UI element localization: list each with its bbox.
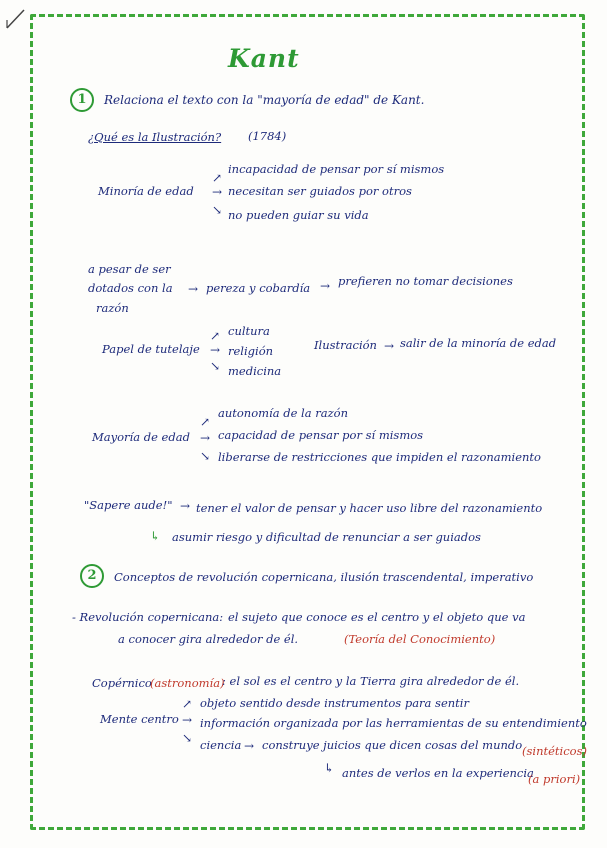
arrow-down-icon: ↘	[182, 731, 193, 745]
apriori-text: antes de verlos en la experiencia	[342, 766, 534, 780]
corner-fold-icon	[4, 6, 30, 32]
mente-item-1: objeto sentido desde instrumentos para sentir	[200, 696, 469, 710]
arrow-up-icon: ↗	[212, 171, 223, 185]
arrow-up-icon: ↗	[182, 697, 193, 711]
copernico-text: : el sol es el centro y la Tierra gira alrededor de él.	[222, 674, 520, 688]
arrow-right-icon: →	[212, 185, 223, 199]
mayoria-label: Mayoría de edad	[92, 430, 190, 444]
revolucion-note: (Teoría del Conocimiento)	[344, 632, 496, 646]
section-1-heading: Relaciona el texto con la "mayoría de edad" de Kant.	[104, 93, 425, 107]
ciencia-note: (sintéticos)	[522, 744, 587, 758]
arrow-right-icon: →	[320, 279, 331, 293]
arrow-right-icon: →	[384, 339, 395, 353]
question-heading: ¿Qué es la Ilustración?	[88, 130, 222, 144]
revolucion-text-2: a conocer gira alrededor de él.	[118, 632, 299, 646]
arrow-right-icon: →	[182, 713, 193, 727]
section-2-heading: Conceptos de revolución copernicana, ilusión trascendental, imperativo	[114, 570, 534, 584]
arrow-right-icon: →	[200, 431, 211, 445]
arrow-down-icon: ↘	[212, 203, 223, 217]
ilustracion-label: Ilustración	[314, 338, 377, 352]
mayoria-item-2: capacidad de pensar por sí mismos	[218, 428, 424, 442]
minoria-item-3: no pueden guiar su vida	[228, 208, 369, 222]
sapere-label: "Sapere aude!"	[84, 498, 173, 512]
mente-item-3: ciencia	[200, 738, 242, 752]
arrow-up-icon: ↗	[200, 415, 211, 429]
sapere-text: tener el valor de pensar y hacer uso libre del razonamiento	[196, 501, 543, 515]
question-year: (1784)	[248, 129, 287, 143]
ciencia-text: construye juicios que dicen cosas del mundo	[262, 738, 523, 752]
minoria-label: Minoría de edad	[98, 184, 194, 198]
arrow-down-icon: ↘	[200, 449, 211, 463]
mente-item-2: información organizada por las herramientas de su entendimiento	[200, 716, 587, 730]
arrow-bent-icon: ↳	[324, 761, 335, 775]
revolucion-label-text: Revolución copernicana:	[79, 610, 224, 624]
sapere-consequence: asumir riesgo y dificultad de renunciar a ser guiados	[172, 530, 481, 544]
copernico-label: Copérnico	[92, 676, 152, 690]
arrow-right-icon: →	[244, 739, 255, 753]
arrow-down-icon: ↘	[210, 359, 221, 373]
arrow-right-icon: →	[210, 343, 221, 357]
revolucion-label: - Revolución copernicana:	[72, 610, 224, 624]
section-2-number: 2	[80, 564, 104, 588]
apriori-note: (a priori)	[528, 772, 581, 786]
copernico-note: (astronomía)	[150, 676, 225, 690]
minoria-item-1: incapacidad de pensar por sí mismos	[228, 162, 445, 176]
mente-label: Mente centro	[100, 712, 179, 726]
arrow-right-icon: →	[180, 499, 191, 513]
minoria-item-2: necesitan ser guiados por otros	[228, 184, 412, 198]
mayoria-item-1: autonomía de la razón	[218, 406, 348, 420]
arrow-up-icon: ↗	[210, 329, 221, 343]
arrow-right-icon: →	[188, 282, 199, 296]
page-title: Kant	[228, 44, 300, 73]
causas-arrow-1: pereza y cobardía	[206, 281, 311, 295]
section-1-number: 1	[70, 88, 94, 112]
arrow-bent-icon: ↳	[150, 529, 161, 543]
causas-line-1: a pesar de ser	[88, 262, 171, 276]
tutelaje-item-1: cultura	[228, 324, 270, 338]
mayoria-item-3: liberarse de restricciones que impiden el razonamiento	[218, 450, 541, 464]
revolucion-text-1: el sujeto que conoce es el centro y el objeto que va	[228, 610, 526, 624]
ilustracion-def: salir de la minoría de edad	[400, 336, 557, 350]
causas-line-2: dotados con la	[88, 281, 173, 295]
causas-line-3: razón	[96, 301, 129, 315]
tutelaje-item-3: medicina	[228, 364, 282, 378]
tutelaje-label: Papel de tutelaje	[102, 342, 200, 356]
tutelaje-item-2: religión	[228, 344, 274, 358]
causas-arrow-2: prefieren no tomar decisiones	[338, 274, 513, 288]
